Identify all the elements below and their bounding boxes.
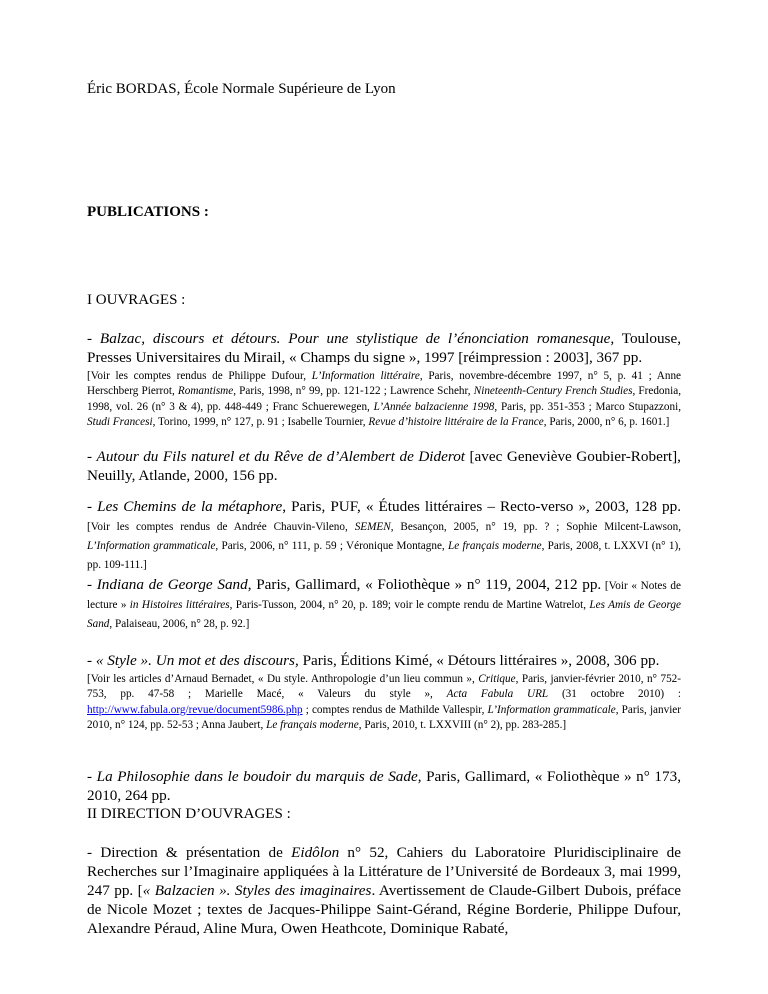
direction-entry: - Direction & présentation de Eidôlon n° 52, Cahiers du Laboratoire Pluridisciplinaire de Recherches sur l’Imaginaire appliquées à la Littérature de l’Université de Bordeaux 3, mai 1999, 247 pp. [« Balzacien ». Styles des imaginaires. Avertissement de Claude-Gilbert Dubois, préface de Nicole Mozet ; textes de Jacques-Philippe Saint-Gérand, Régine Borderie, Philippe Dufour, Alexandre Péraud, Aline Mura, Owen Heathcote, Dominique Rabaté, bbox=[87, 844, 682, 937]
section-heading-direction: II DIRECTION D’OUVRAGES : bbox=[87, 806, 291, 822]
entry-dash: - bbox=[87, 498, 98, 515]
section-heading-ouvrages: I OUVRAGES : bbox=[87, 292, 186, 308]
publication-entry bbox=[87, 497, 681, 573]
review-note: [Voir les articles d’Arnaud Bernadet, « Du style. Anthropologie d’un lieu commun », Critique, Paris, janvier-février 2010, n° 752-753, pp. 47-58 ; Marielle Macé, « Valeurs du style », Acta Fabula URL (31 octobre 2010) : http://www.fabula.org/revue/document5986.php ; comptes rendus de Mathilde Vallespir, L’Information grammaticale, Paris, janvier 2010, n° 124, pp. 52-53 ; Anna Jaubert, Le français moderne, Paris, 2010, t. LXXVIII (n° 2), pp. 283-285.] bbox=[87, 673, 681, 731]
entry-dash: - bbox=[87, 576, 97, 593]
entry-title: Balzac, discours et détours. Pour une stylistique de l’énonciation romanesque bbox=[99, 330, 611, 347]
entry-details: , Paris, Gallimard, « Foliothèque » n° 173, 2010, 264 pp. bbox=[87, 768, 681, 804]
author-line: Éric BORDAS, École Normale Supérieure de Lyon bbox=[87, 81, 396, 97]
entry-title: Indiana de George Sand bbox=[96, 576, 248, 593]
review-note: [Voir les comptes rendus de Philippe Dufour, L’Information littéraire, Paris, novembre-décembre 1997, n° 5, p. 41 ; Anne Herschberg Pierrot, Romantisme, Paris, 1998, n° 99, pp. 121-122 ; Lawrence Schehr, Nineteenth-Century French Studies, Fredonia, 1998, vol. 26 (n° 3 & 4), pp. 448-449 ; Franc Schuerewegen, L’Année balzacienne 1998, Paris, pp. 351-353 ; Marco Stupazzoni, Studi Francesi, Torino, 1999, n° 127, p. 91 ; Isabelle Tournier, Revue d’histoire littéraire de la France, Paris, 2000, n° 6, p. 1601.] bbox=[87, 370, 682, 428]
entry-dash: - bbox=[87, 448, 97, 465]
entry-details: , Paris, Gallimard, « Foliothèque » n° 119, 2004, 212 pp. bbox=[247, 576, 602, 593]
entry-title: Les Chemins de la métaphore bbox=[97, 498, 283, 515]
review-note: [Voir « Notes de lecture » in Histoires littéraires, Paris-Tusson, 2004, n° 20, p. 189; voir le compte rendu de Martine Watrelot, Les Amis de George Sand, Palaiseau, 2006, n° 28, p. 92.] bbox=[87, 580, 681, 630]
entry-dash: - bbox=[87, 652, 96, 669]
publication-entry bbox=[87, 329, 681, 430]
fabula-link[interactable]: http://www.fabula.org/revue/document5986.php bbox=[87, 703, 303, 716]
entry-details: , Toulouse, Presses Universitaires du Mirail, « Champs du signe », 1997 [réimpression : 2003], 367 pp. bbox=[87, 330, 682, 366]
issue-title: « Balzacien ». Styles des imaginaires bbox=[142, 882, 372, 899]
entry-details: , Paris, Éditions Kimé, « Détours littéraires », 2008, 306 pp. bbox=[294, 652, 660, 669]
publication-entry bbox=[87, 651, 681, 733]
entry-title: La Philosophie dans le boudoir du marquis de Sade bbox=[96, 768, 418, 785]
publications-heading: PUBLICATIONS : bbox=[87, 204, 209, 220]
entry-details: [avec Geneviève Goubier-Robert], Neuilly, Atlande, 2000, 156 pp. bbox=[87, 448, 681, 484]
review-note: [Voir les comptes rendus de Andrée Chauvin-Vileno, SEMEN, Besançon, 2005, n° 19, pp. ? ; Sophie Milcent-Lawson, L’Information grammaticale, Paris, 2006, n° 111, p. 59 ; Véronique Montagne, Le français moderne, Paris, 2008, t. LXXVI (n° 1), pp. 109-111.] bbox=[87, 521, 681, 571]
entry-details: , Paris, PUF, « Études littéraires – Recto-verso », 2003, 128 pp. bbox=[282, 498, 681, 515]
entry-title: Autour du Fils naturel et du Rêve de d’Alembert de Diderot bbox=[96, 448, 466, 465]
publication-entry bbox=[87, 575, 681, 632]
journal-title: Eidôlon bbox=[291, 844, 340, 861]
entry-dash: - bbox=[87, 330, 100, 347]
publication-entry bbox=[87, 767, 681, 805]
entry-title: « Style ». Un mot et des discours bbox=[95, 652, 295, 669]
publication-entry bbox=[87, 447, 681, 485]
entry-dash: - bbox=[87, 768, 97, 785]
